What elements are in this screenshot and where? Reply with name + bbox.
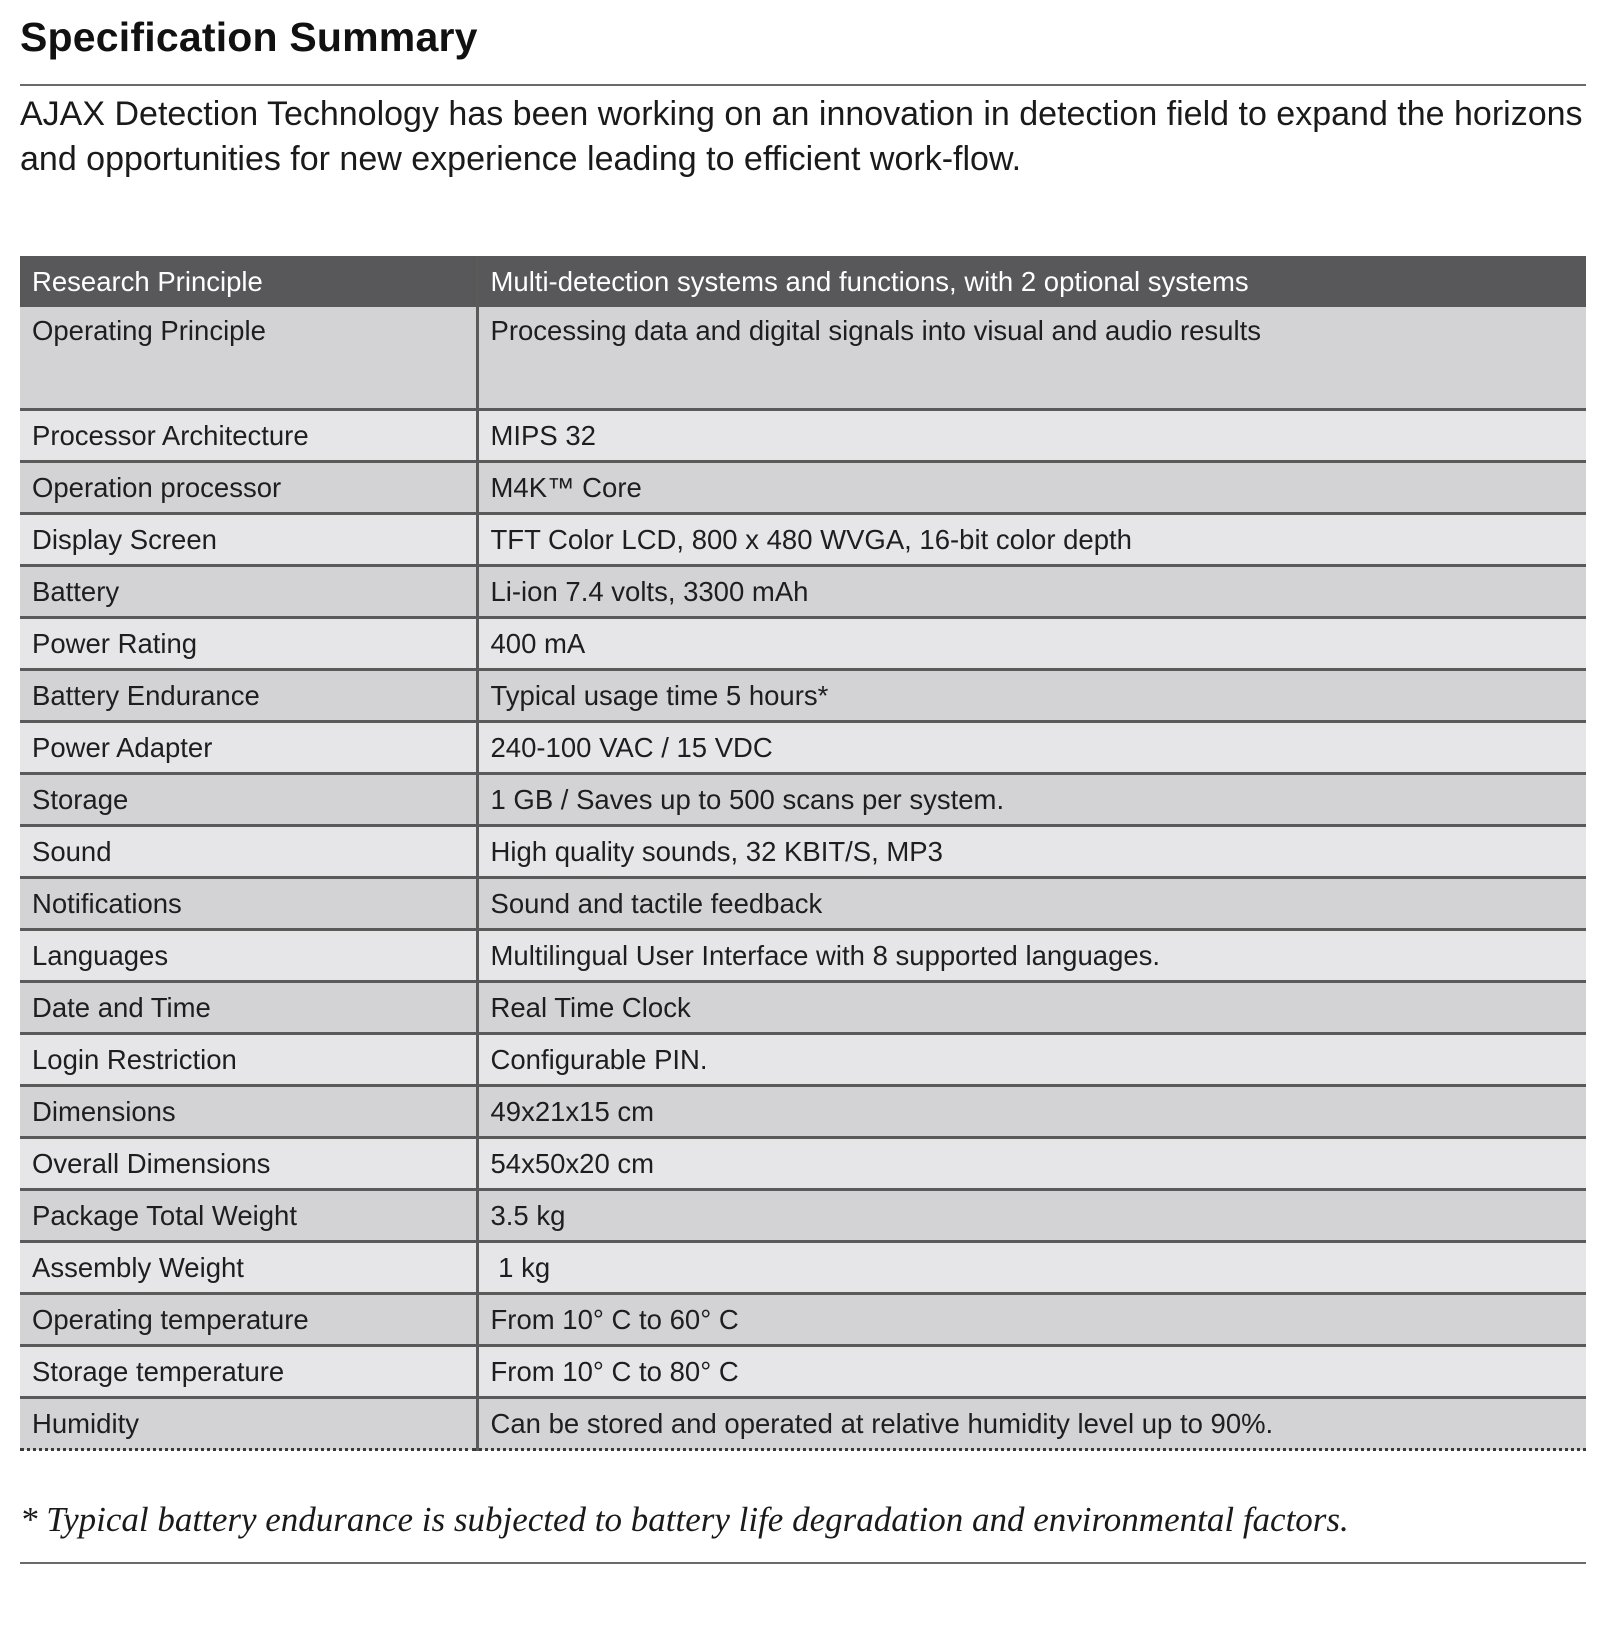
spec-row-operating-temperature: [20, 1294, 1586, 1346]
page-title: Specification Summary: [20, 14, 478, 60]
footnote: * Typical battery endurance is subjected to battery life degradation and environmental factors.: [20, 1500, 1349, 1539]
spec-value: Real Time Clock: [477, 982, 1586, 1034]
spec-label: Storage: [20, 774, 477, 826]
spec-value: Configurable PIN.: [477, 1034, 1586, 1086]
spec-label: Battery Endurance: [20, 670, 477, 722]
spec-value: Processing data and digital signals into visual and audio results: [477, 307, 1586, 410]
bottom-divider: [20, 1562, 1586, 1564]
spec-label: Overall Dimensions: [20, 1138, 477, 1190]
spec-row-power-rating: [20, 618, 1586, 670]
spec-row-sound: [20, 826, 1586, 878]
spec-row-assembly-weight: [20, 1242, 1586, 1294]
spec-value: TFT Color LCD, 800 x 480 WVGA, 16-bit color depth: [477, 514, 1586, 566]
intro-paragraph: AJAX Detection Technology has been working on an innovation in detection field to expand the horizons and opportunities for new experience leading to efficient work-flow.: [20, 95, 1583, 178]
spec-label: Power Rating: [20, 618, 477, 670]
spec-label: Processor Architecture: [20, 410, 477, 462]
spec-value: High quality sounds, 32 KBIT/S, MP3: [477, 826, 1586, 878]
spec-row-humidity: [20, 1398, 1586, 1450]
spec-row-power-adapter: [20, 722, 1586, 774]
spec-label: Package Total Weight: [20, 1190, 477, 1242]
spec-label: Power Adapter: [20, 722, 477, 774]
spec-row-display-screen: [20, 514, 1586, 566]
spec-row-operating-principle: [20, 307, 1586, 410]
spec-value: 1 GB / Saves up to 500 scans per system.: [477, 774, 1586, 826]
spec-value: Can be stored and operated at relative humidity level up to 90%.: [477, 1398, 1586, 1450]
title-divider: [20, 84, 1586, 86]
spec-row-overall-dimensions: [20, 1138, 1586, 1190]
spec-value: From 10° C to 80° C: [477, 1346, 1586, 1398]
spec-label: Date and Time: [20, 982, 477, 1034]
spec-label: Notifications: [20, 878, 477, 930]
spec-row-storage-temperature: [20, 1346, 1586, 1398]
spec-row-notifications: [20, 878, 1586, 930]
spec-row-storage: [20, 774, 1586, 826]
spec-value: M4K™ Core: [477, 462, 1586, 514]
spec-value: Typical usage time 5 hours*: [477, 670, 1586, 722]
spec-value: 49x21x15 cm: [477, 1086, 1586, 1138]
spec-row-dimensions: [20, 1086, 1586, 1138]
spec-row-operation-processor: [20, 462, 1586, 514]
spec-label: Storage temperature: [20, 1346, 477, 1398]
spec-value: From 10° C to 60° C: [477, 1294, 1586, 1346]
spec-label: Display Screen: [20, 514, 477, 566]
spec-table: [20, 256, 1586, 1451]
spec-label: Operating temperature: [20, 1294, 477, 1346]
spec-table-header-row: [20, 256, 1586, 307]
spec-label: Operating Principle: [20, 307, 477, 410]
spec-value: Multilingual User Interface with 8 supported languages.: [477, 930, 1586, 982]
spec-label: Humidity: [20, 1398, 477, 1450]
spec-value: MIPS 32: [477, 410, 1586, 462]
spec-value: 54x50x20 cm: [477, 1138, 1586, 1190]
spec-row-processor-architecture: [20, 410, 1586, 462]
spec-label: Sound: [20, 826, 477, 878]
spec-value: 400 mA: [477, 618, 1586, 670]
spec-label: Operation processor: [20, 462, 477, 514]
spec-row-battery: [20, 566, 1586, 618]
spec-value: 3.5 kg: [477, 1190, 1586, 1242]
spec-row-login-restriction: [20, 1034, 1586, 1086]
spec-label: Battery: [20, 566, 477, 618]
spec-value: 1 kg: [477, 1242, 1586, 1294]
header-label: Research Principle: [20, 256, 477, 307]
spec-row-languages: [20, 930, 1586, 982]
header-value: Multi-detection systems and functions, with 2 optional systems: [477, 256, 1586, 307]
spec-label: Languages: [20, 930, 477, 982]
spec-row-battery-endurance: [20, 670, 1586, 722]
spec-label: Assembly Weight: [20, 1242, 477, 1294]
spec-label: Login Restriction: [20, 1034, 477, 1086]
spec-label: Dimensions: [20, 1086, 477, 1138]
spec-value: 240-100 VAC / 15 VDC: [477, 722, 1586, 774]
spec-row-package-total-weight: [20, 1190, 1586, 1242]
spec-table-body: [20, 256, 1586, 1450]
spec-value: Sound and tactile feedback: [477, 878, 1586, 930]
spec-value: Li-ion 7.4 volts, 3300 mAh: [477, 566, 1586, 618]
spec-row-date-and-time: [20, 982, 1586, 1034]
